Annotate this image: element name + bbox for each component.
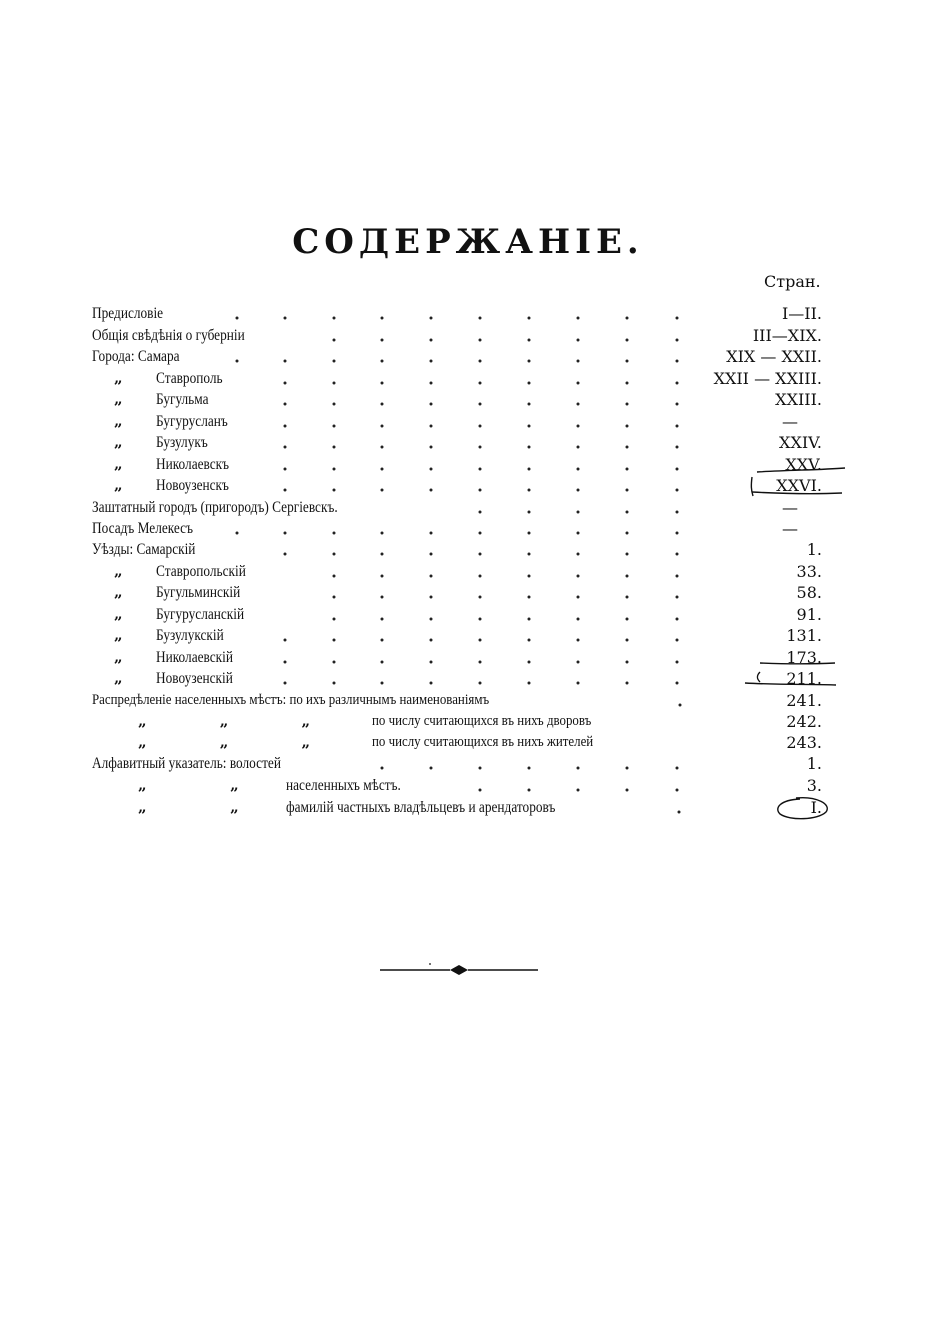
- bracket-mark: [757, 672, 760, 682]
- toc-entry-label: Уѣзды: Самарскій: [92, 541, 196, 558]
- toc-entry-page: 3.: [806, 776, 822, 795]
- ditto-mark: „: [114, 369, 123, 387]
- ditto-mark: „ „: [138, 798, 239, 816]
- underline-mark: [760, 663, 835, 664]
- toc-entry-label: Ставрополь: [156, 370, 223, 387]
- underline-mark: [752, 492, 842, 494]
- toc-entry-page: XXIV.: [779, 433, 822, 452]
- toc-entry-label: Николаевскъ: [156, 456, 230, 473]
- ornament-divider-icon: [378, 960, 540, 980]
- toc-entry-page: XIX — XXII.: [726, 347, 822, 366]
- toc-entry-page: 173.: [786, 648, 822, 667]
- ditto-mark: „: [114, 562, 123, 580]
- toc-entry-label: Бузулукскій: [156, 627, 224, 644]
- toc-entry-label: фамилій частныхъ владѣльцевъ и арендаторовъ: [286, 799, 556, 816]
- underline-mark: [757, 468, 845, 472]
- toc-entry-page: 243.: [786, 733, 822, 752]
- ditto-mark: „: [114, 455, 123, 473]
- toc-entry-page: XXV.: [785, 455, 822, 474]
- toc-entry-page: 33.: [796, 562, 822, 581]
- toc-entry-label: Бугурусланскій: [156, 606, 245, 623]
- ditto-mark: „: [114, 626, 123, 644]
- toc-entry-label: Посадъ Мелекесъ: [92, 520, 193, 537]
- ditto-mark: „: [114, 390, 123, 408]
- toc-entry-page: 1.: [806, 754, 822, 773]
- toc-entry-label: Бугульма: [156, 391, 209, 408]
- toc-entry-label: Общія свѣдѣнія о губерніи: [92, 327, 245, 344]
- toc-entry-label: Новоузенскъ: [156, 477, 229, 494]
- circle-mark: [778, 798, 827, 819]
- toc-entry-label: Распредѣленіе населенныхъ мѣстъ: по ихъ различнымъ наименованіямъ: [92, 692, 490, 708]
- ditto-mark: „: [114, 433, 123, 451]
- toc-entry-label: по числу считающихся въ нихъ жителей: [372, 734, 594, 750]
- toc-entry-label: Города: Самара: [92, 348, 180, 365]
- ditto-mark: „ „ „: [138, 733, 311, 751]
- underline-mark: [745, 683, 836, 685]
- toc-entry-page: 1.: [806, 540, 822, 559]
- toc-entry-page: 131.: [786, 626, 822, 645]
- page-column-header: Стран.: [764, 272, 821, 291]
- toc-entry-label: Бузулукъ: [156, 434, 208, 451]
- ditto-mark: „: [114, 605, 123, 623]
- toc-entry-page: 91.: [796, 605, 822, 624]
- toc-entry-page: I.: [810, 798, 822, 817]
- ditto-mark: „: [114, 583, 123, 601]
- toc-entry-label: Ставропольскій: [156, 563, 246, 580]
- page-title: СОДЕРЖАНІЕ.: [292, 222, 644, 262]
- toc-entry-page: XXVI.: [776, 476, 822, 495]
- toc-entry-page: —: [782, 412, 798, 431]
- bracket-mark: [751, 477, 753, 496]
- toc-entry-page: III—XIX.: [752, 326, 822, 345]
- ditto-mark: „: [114, 669, 123, 687]
- toc-entry-label: Новоузенскій: [156, 670, 233, 687]
- ditto-mark: „: [114, 476, 123, 494]
- ditto-mark: „ „ „: [138, 712, 311, 730]
- toc-entry-label: Алфавитный указатель: волостей: [92, 755, 281, 772]
- ditto-mark: „: [114, 648, 123, 666]
- toc-entry-label: Предисловіе: [92, 305, 164, 322]
- toc-entry-label: Николаевскій: [156, 649, 233, 666]
- toc-entry-page: —: [782, 498, 798, 517]
- ditto-mark: „: [114, 412, 123, 430]
- toc-entry-page: XXIII.: [775, 390, 822, 409]
- toc-entry-page: 241.: [786, 691, 822, 710]
- toc-entry-label: Бугурусланъ: [156, 413, 228, 430]
- toc-entry-label: Заштатный городъ (пригородъ) Сергіевскъ.: [92, 499, 338, 516]
- toc-entry-label: населенныхъ мѣстъ.: [286, 777, 401, 794]
- toc-entry-page: 242.: [786, 712, 822, 731]
- toc-entry-page: I—II.: [781, 304, 822, 323]
- ditto-mark: „ „: [138, 776, 239, 794]
- toc-entry-label: по числу считающихся въ нихъ дворовъ: [372, 713, 592, 729]
- toc-entry-page: 58.: [796, 583, 822, 602]
- toc-entry-page: 211.: [786, 669, 822, 688]
- toc-entry-page: XXII — XXIII.: [713, 369, 822, 388]
- toc-entry-label: Бугульминскій: [156, 584, 241, 601]
- toc-entry-page: —: [782, 519, 798, 538]
